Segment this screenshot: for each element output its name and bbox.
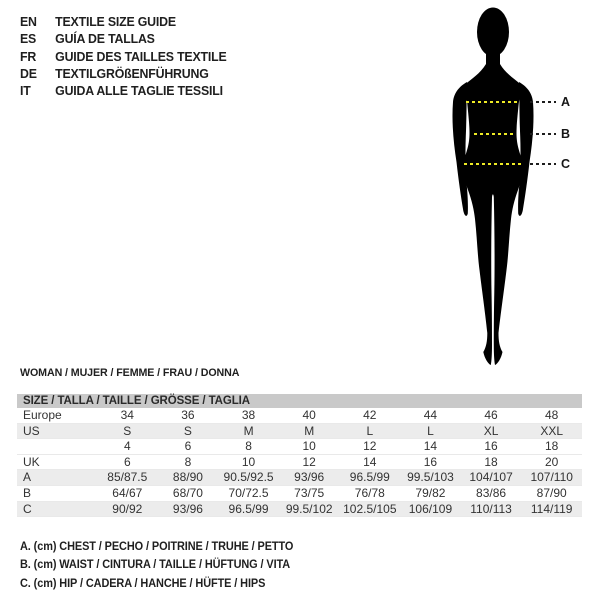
size-cell: XL [483, 423, 499, 438]
row-label: UK [23, 454, 40, 469]
language-code: IT [20, 83, 31, 99]
language-list [20, 13, 227, 99]
size-cell: L [427, 423, 434, 438]
size-table [17, 394, 582, 517]
size-cell: M [304, 423, 315, 438]
hip-connector [530, 163, 556, 165]
language-code: DE [20, 66, 37, 82]
size-cell: S [183, 423, 192, 438]
size-cell: S [123, 423, 132, 438]
size-cell: 96.5/99 [349, 470, 390, 485]
size-cell: 44 [423, 408, 438, 422]
silhouette-torso-legs [463, 64, 522, 365]
size-cell: 76/78 [354, 485, 385, 500]
size-cell: 73/75 [294, 485, 325, 500]
size-cell: 64/67 [112, 485, 143, 500]
size-cell: 83/86 [476, 485, 507, 500]
waist-line-yellow [474, 133, 516, 135]
size-cell: 18 [545, 439, 559, 454]
language-code: ES [20, 31, 37, 47]
language-name: TEXTILE SIZE GUIDE [55, 14, 176, 30]
language-name: GUIDE DES TAILLES TEXTILE [55, 48, 227, 64]
size-cell: 8 [184, 454, 192, 469]
size-cell: 99.5/103 [407, 470, 454, 485]
hip-line-yellow [464, 163, 522, 165]
language-row [20, 13, 227, 30]
size-cell: 12 [302, 454, 316, 469]
bust-label: A [561, 95, 571, 109]
size-cell: 8 [245, 439, 252, 454]
row-label: US [23, 423, 40, 438]
woman-silhouette [415, 4, 585, 365]
note-line: A. (cm) CHEST / PECHO / POITRINE / TRUHE / PETTO [20, 541, 294, 553]
row-label: Europe [23, 408, 62, 422]
size-cell: 107/110 [530, 470, 573, 485]
size-cell: 36 [181, 408, 195, 422]
size-cell: 110/113 [470, 501, 512, 516]
size-row-a-chest [17, 470, 582, 486]
size-row-us [17, 424, 582, 440]
size-cell: 16 [423, 454, 438, 469]
note-line: C. (cm) HIP / CADERA / HANCHE / HÜFTE / HIPS [20, 577, 266, 590]
size-row-c-hip [17, 502, 582, 518]
size-cell: 93/96 [294, 470, 325, 485]
language-row [20, 30, 227, 47]
size-cell: 88/90 [172, 470, 203, 485]
size-cell: 14 [423, 439, 438, 454]
waist-connector [530, 133, 556, 135]
size-row-us-numeric [17, 439, 582, 455]
size-cell: 90/92 [112, 501, 143, 516]
row-label [17, 439, 97, 454]
language-name: GUÍA DE TALLAS [55, 31, 155, 47]
size-cell: 48 [545, 408, 559, 422]
size-cell: 85/87.5 [107, 470, 148, 485]
size-row-b-waist [17, 486, 582, 502]
size-cell: 16 [484, 439, 498, 454]
size-cell: 68/70 [172, 485, 203, 500]
language-code: FR [20, 48, 37, 64]
bust-connector [530, 101, 556, 103]
language-name: GUIDA ALLE TAGLIE TESSILI [55, 83, 223, 99]
language-row [20, 65, 227, 82]
size-cell: 38 [241, 408, 256, 422]
size-cell: 4 [123, 439, 131, 454]
size-cell: 104/107 [469, 470, 513, 485]
size-cell: 106/109 [408, 501, 453, 516]
size-cell: 96.5/99 [228, 501, 269, 516]
size-cell: 6 [184, 439, 192, 454]
size-cell: 114/119 [530, 501, 573, 516]
size-cell: 79/82 [415, 485, 446, 500]
size-row-europe [17, 408, 582, 424]
bust-line-yellow [466, 101, 520, 103]
table-title: WOMAN / MUJER / FEMME / FRAU / DONNA [20, 367, 240, 379]
size-cell: 10 [302, 439, 316, 454]
size-cell: 12 [363, 439, 377, 454]
size-cell: 87/90 [536, 485, 567, 500]
size-cell: 40 [302, 408, 316, 422]
hip-label: C [561, 157, 571, 171]
size-cell: 34 [120, 408, 134, 422]
language-code: EN [20, 14, 37, 30]
language-name: TEXTILGRÖßENFÜHRUNG [55, 66, 209, 82]
size-cell: 42 [363, 408, 377, 422]
size-table-header: SIZE / TALLA / TAILLE / GRÖSSE / TAGLIA [17, 394, 582, 408]
size-cell: 10 [241, 454, 256, 469]
waist-label: B [561, 127, 571, 141]
size-cell: 6 [123, 454, 131, 469]
size-cell: 14 [363, 454, 377, 469]
note-line: B. (cm) WAIST / CINTURA / TAILLE / HÜFTUNG / VITA [20, 559, 291, 572]
size-cell: 99.5/102 [285, 501, 333, 516]
language-row [20, 82, 227, 99]
size-cell: 46 [484, 408, 498, 422]
size-cell: M [243, 423, 254, 438]
size-row-uk [17, 455, 582, 471]
size-cell: 70/72.5 [228, 485, 269, 500]
language-row [20, 48, 227, 65]
size-cell: 18 [484, 454, 498, 469]
row-label: B [23, 485, 32, 500]
size-cell: 102.5/105 [343, 501, 397, 516]
measurement-notes [20, 541, 293, 596]
size-cell: 93/96 [172, 501, 203, 516]
row-label: A [23, 470, 32, 485]
size-cell: L [366, 423, 374, 438]
size-cell: 90.5/92.5 [223, 470, 274, 485]
row-label: C [23, 501, 32, 516]
size-cell: 20 [545, 454, 559, 469]
size-cell: XXL [540, 423, 564, 438]
